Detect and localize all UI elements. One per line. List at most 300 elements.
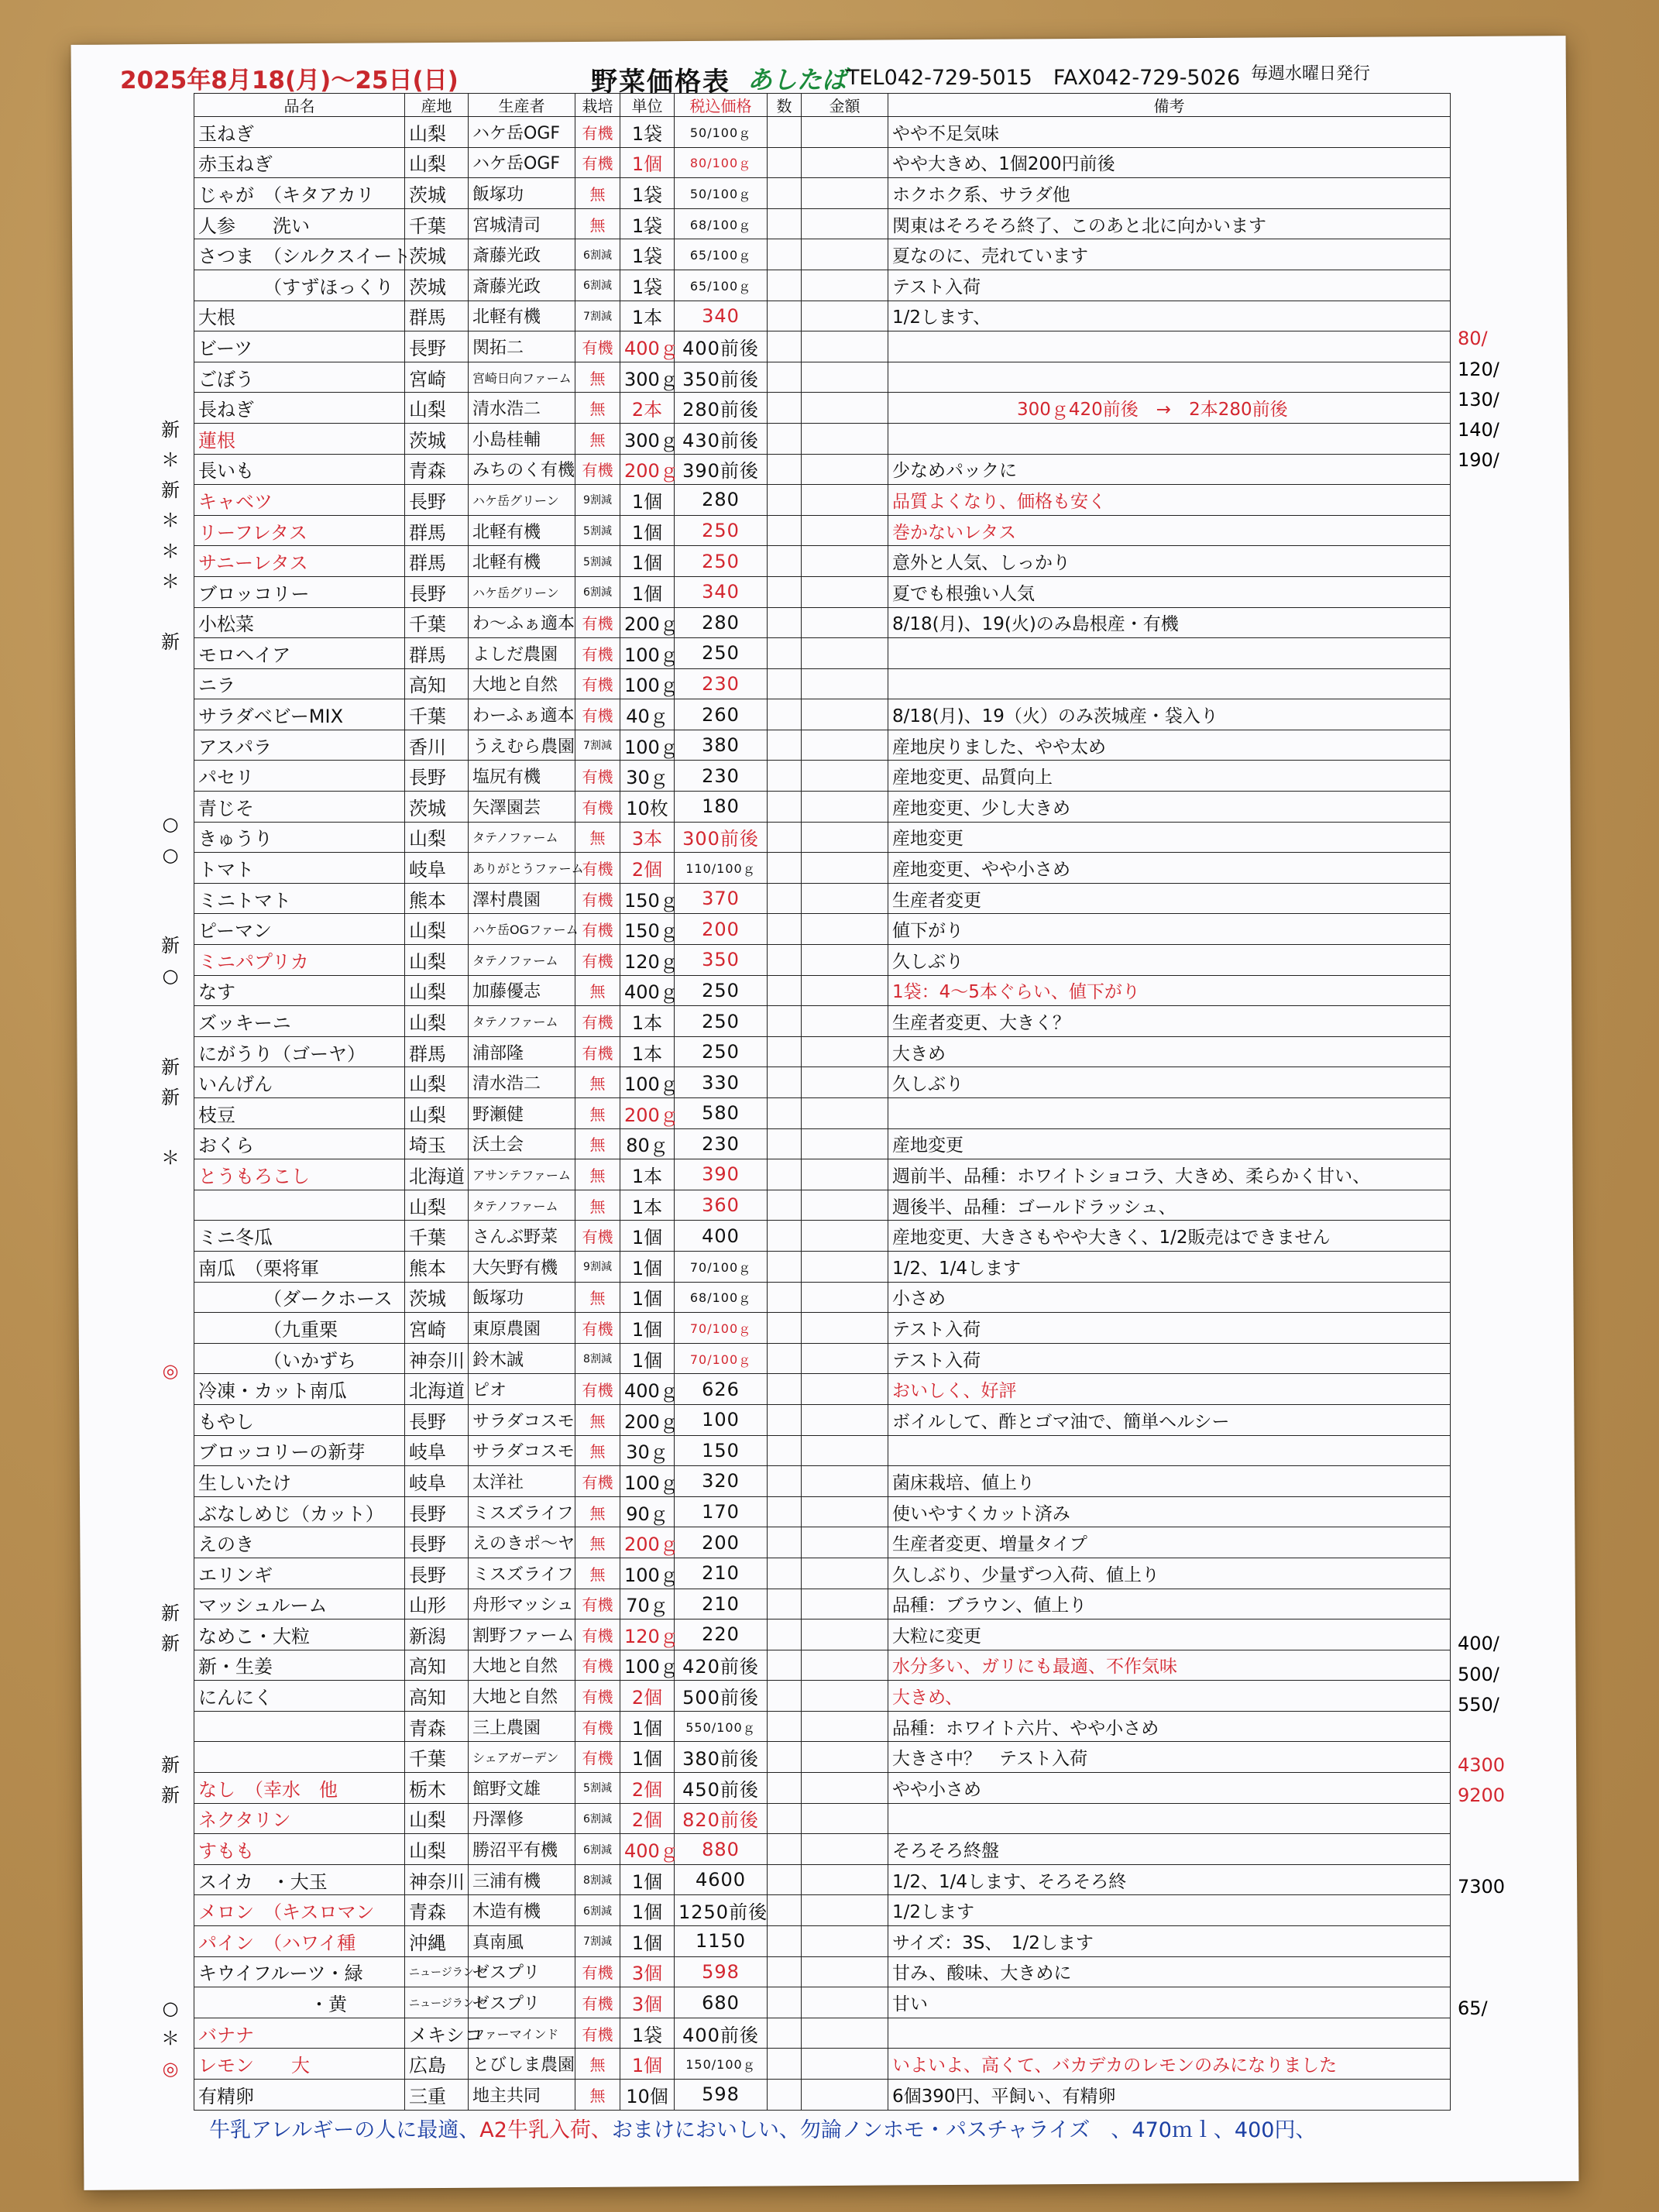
cell-amount xyxy=(802,1496,888,1527)
cell-price: 250 xyxy=(675,1006,768,1037)
cell-method: 有機 xyxy=(575,668,620,699)
cell-amount xyxy=(802,975,888,1006)
cell-qty xyxy=(768,792,802,823)
cell-grower: ファーマインド xyxy=(469,2018,575,2049)
cell-name: メロン （キスロマン xyxy=(194,1895,405,1926)
cell-note: 久しぶり xyxy=(888,1067,1451,1098)
right-margin-value xyxy=(1458,1720,1574,1750)
cell-method: 無 xyxy=(575,975,620,1006)
cell-amount xyxy=(802,1159,888,1190)
cell-name: ニラ xyxy=(194,668,405,699)
cell-price: 210 xyxy=(675,1589,768,1620)
cell-note: 夏なのに、売れています xyxy=(888,239,1451,270)
cell-amount xyxy=(802,638,888,669)
table-row xyxy=(194,1895,1451,1926)
right-margin-value xyxy=(1458,961,1574,991)
row-mark xyxy=(147,1113,194,1143)
cell-unit: 200ｇ xyxy=(620,1404,675,1435)
cell-method: 有機 xyxy=(575,1987,620,2018)
cell-price: 170 xyxy=(675,1496,768,1527)
cell-method: 有機 xyxy=(575,1036,620,1067)
table-row xyxy=(194,1251,1451,1282)
cell-unit: 100ｇ xyxy=(620,1067,675,1098)
cell-amount xyxy=(802,2080,888,2111)
right-margin-value xyxy=(1458,1174,1574,1204)
row-mark xyxy=(147,142,194,172)
cell-price: 68/100ｇ xyxy=(675,208,768,239)
cell-name: サラダベビーMIX xyxy=(194,699,405,730)
row-mark: 新 xyxy=(161,1602,180,1625)
cell-origin: 青森 xyxy=(405,1895,469,1926)
cell-method: 9割減 xyxy=(575,1251,620,1282)
cell-origin: 香川 xyxy=(405,730,469,761)
cell-qty xyxy=(768,485,802,516)
cell-method: 有機 xyxy=(575,945,620,976)
cell-origin: 群馬 xyxy=(405,638,469,669)
cell-amount xyxy=(802,331,888,362)
cell-note: ホクホク系、サラダ他 xyxy=(888,178,1451,209)
cell-note: 生産者変更、増量タイプ xyxy=(888,1527,1451,1558)
cell-amount xyxy=(802,1251,888,1282)
cell-name: ズッキーニ xyxy=(194,1006,405,1037)
cell-unit: 1袋 xyxy=(620,239,675,270)
cell-origin: 千葉 xyxy=(405,699,469,730)
row-mark: ＊ xyxy=(161,1147,180,1170)
table-row xyxy=(194,730,1451,761)
cell-origin: 長野 xyxy=(405,761,469,792)
cell-amount xyxy=(802,1190,888,1221)
cell-method: 5割減 xyxy=(575,515,620,546)
cell-unit: 1個 xyxy=(620,546,675,577)
cell-qty xyxy=(768,1313,802,1344)
cell-qty xyxy=(768,1527,802,1558)
row-mark: 新 xyxy=(161,1087,180,1108)
cell-qty xyxy=(768,576,802,607)
cell-note: 1/2、1/4します xyxy=(888,1251,1451,1282)
right-margin-value xyxy=(1458,1812,1574,1842)
table-row xyxy=(194,1466,1451,1497)
cell-method: 有機 xyxy=(575,914,620,945)
cell-price: 400前後 xyxy=(675,2018,768,2049)
cell-method: 有機 xyxy=(575,853,620,884)
cell-name: じゃが （キタアカリ xyxy=(194,178,405,209)
cell-name: エリンギ xyxy=(194,1558,405,1589)
cell-name: にがうり（ゴーヤ） xyxy=(194,1036,405,1067)
cell-method: 有機 xyxy=(575,331,620,362)
cell-grower: 斎藤光政 xyxy=(469,270,575,301)
cell-note xyxy=(888,1803,1451,1834)
cell-note: 産地変更 xyxy=(888,1128,1451,1159)
row-mark xyxy=(147,1477,194,1507)
cell-grower: ゼスプリ xyxy=(469,1956,575,1987)
cell-origin: 高知 xyxy=(405,1681,469,1712)
cell-qty xyxy=(768,761,802,792)
right-margin-value xyxy=(1458,142,1574,172)
cell-origin: ニュージランド xyxy=(405,1987,469,2018)
right-margin-value xyxy=(1458,1143,1574,1173)
right-margin-value xyxy=(1458,627,1574,658)
right-margin-value xyxy=(1458,263,1574,294)
row-mark xyxy=(147,749,194,779)
table-row xyxy=(194,1374,1451,1405)
cell-amount xyxy=(802,546,888,577)
cell-grower: ゼスプリ xyxy=(469,1987,575,2018)
right-margin-value xyxy=(1458,901,1574,931)
cell-method: 有機 xyxy=(575,607,620,638)
right-margin-value: 500/ xyxy=(1458,1663,1499,1685)
cell-method: 有機 xyxy=(575,638,620,669)
cell-method: 有機 xyxy=(575,1956,620,1987)
cell-amount xyxy=(802,454,888,485)
cell-name: バナナ xyxy=(194,2018,405,2049)
row-mark xyxy=(147,112,194,142)
cell-unit: 100ｇ xyxy=(620,638,675,669)
table-row xyxy=(194,2080,1451,2111)
table-row xyxy=(194,1006,1451,1037)
right-margin-value xyxy=(1458,203,1574,233)
cell-qty xyxy=(768,454,802,485)
row-mark xyxy=(147,1022,194,1053)
cell-origin: 山形 xyxy=(405,1589,469,1620)
table-row xyxy=(194,393,1451,424)
cell-amount xyxy=(802,853,888,884)
cell-amount xyxy=(802,1435,888,1466)
cell-unit: 1本 xyxy=(620,301,675,331)
cell-unit: 90ｇ xyxy=(620,1496,675,1527)
cell-method: 無 xyxy=(575,1159,620,1190)
col-header-origin: 産地 xyxy=(405,94,469,117)
cell-amount xyxy=(802,576,888,607)
cell-unit: 150ｇ xyxy=(620,883,675,914)
cell-note: 産地変更、少し大きめ xyxy=(888,792,1451,823)
row-mark: ○ xyxy=(162,843,179,866)
cell-method: 無 xyxy=(575,1128,620,1159)
table-row xyxy=(194,1681,1451,1712)
cell-unit: 1個 xyxy=(620,2049,675,2080)
right-margin-value xyxy=(1458,1204,1574,1235)
cell-amount xyxy=(802,178,888,209)
cell-amount xyxy=(802,2049,888,2080)
row-mark xyxy=(147,1963,194,1993)
table-row xyxy=(194,1098,1451,1129)
cell-note: やや不足気味 xyxy=(888,117,1451,148)
cell-unit: 1個 xyxy=(620,147,675,178)
cell-price: 100 xyxy=(675,1404,768,1435)
cell-grower: 浦部隆 xyxy=(469,1036,575,1067)
cell-price: 360 xyxy=(675,1190,768,1221)
cell-note: 品種：ホワイト六片、やや小さめ xyxy=(888,1711,1451,1742)
cell-amount xyxy=(802,822,888,853)
cell-origin: 山梨 xyxy=(405,1067,469,1098)
cell-origin: 山梨 xyxy=(405,1190,469,1221)
cell-unit: 1個 xyxy=(620,1251,675,1282)
cell-amount xyxy=(802,1620,888,1650)
cell-origin: 岐阜 xyxy=(405,1466,469,1497)
cell-name: ミニトマト xyxy=(194,883,405,914)
cell-method: 無 xyxy=(575,1282,620,1313)
cell-method: 無 xyxy=(575,1190,620,1221)
cell-amount xyxy=(802,1282,888,1313)
cell-method: 有機 xyxy=(575,1650,620,1681)
issue-note: 毎週水曜日発行 xyxy=(1251,64,1371,84)
cell-price: 50/100ｇ xyxy=(675,178,768,209)
cell-origin: 新潟 xyxy=(405,1620,469,1650)
cell-note: 大きめ、 xyxy=(888,1681,1451,1712)
cell-amount xyxy=(802,1834,888,1865)
cell-method: 5割減 xyxy=(575,546,620,577)
table-row xyxy=(194,761,1451,792)
cell-name: 青じそ xyxy=(194,792,405,823)
cell-price: 350前後 xyxy=(675,362,768,393)
cell-amount xyxy=(802,1864,888,1895)
row-mark xyxy=(147,1568,194,1599)
cell-method: 有機 xyxy=(575,883,620,914)
cell-price: 180 xyxy=(675,792,768,823)
cell-name: ごぼう xyxy=(194,362,405,393)
cell-price: 1150 xyxy=(675,1926,768,1957)
cell-grower: さんぶ野菜 xyxy=(469,1221,575,1252)
right-margin-value xyxy=(1458,1599,1574,1629)
cell-grower: ハケ岳グリーン xyxy=(469,485,575,516)
cell-grower: 加藤優志 xyxy=(469,975,575,1006)
cell-method: 無 xyxy=(575,1067,620,1098)
cell-unit: 400ｇ xyxy=(620,975,675,1006)
cell-method: 6割減 xyxy=(575,1803,620,1834)
col-header-price: 税込価格 xyxy=(675,94,768,117)
cell-unit: 3本 xyxy=(620,822,675,853)
table-row xyxy=(194,1711,1451,1742)
cell-qty xyxy=(768,945,802,976)
cell-note: 使いやすくカット済み xyxy=(888,1496,1451,1527)
cell-note: 大きさ中？ テスト入荷 xyxy=(888,1742,1451,1773)
table-row xyxy=(194,1067,1451,1098)
cell-note: 品種：ブラウン、値上り xyxy=(888,1589,1451,1620)
cell-price: 550/100ｇ xyxy=(675,1711,768,1742)
cell-name: パイン （ハワイ種 xyxy=(194,1926,405,1957)
cell-name: えのき xyxy=(194,1527,405,1558)
cell-note: 巻かないレタス xyxy=(888,515,1451,546)
footer-part3: おまけにおいしい、勿論ノンホモ・パスチャライズ 、470ｍｌ、400円、 xyxy=(611,2118,1317,2142)
row-mark: ＊ xyxy=(161,540,180,562)
row-mark xyxy=(147,1902,194,1932)
cell-qty xyxy=(768,1282,802,1313)
cell-note: 1/2します、 xyxy=(888,301,1451,331)
cell-unit: 80ｇ xyxy=(620,1128,675,1159)
table-row xyxy=(194,1128,1451,1159)
table-row xyxy=(194,362,1451,393)
cell-note: 少なめパックに xyxy=(888,454,1451,485)
cell-qty xyxy=(768,975,802,1006)
row-mark xyxy=(147,1235,194,1265)
cell-method: 無 xyxy=(575,1558,620,1589)
cell-price: 220 xyxy=(675,1620,768,1650)
cell-method: 有機 xyxy=(575,1711,620,1742)
cell-method: 7割減 xyxy=(575,1926,620,1957)
cell-grower: 舟形マッシュ xyxy=(469,1589,575,1620)
row-mark xyxy=(147,1842,194,1872)
cell-unit: 1袋 xyxy=(620,178,675,209)
cell-grower: 関拓二 xyxy=(469,331,575,362)
cell-name: おくら xyxy=(194,1128,405,1159)
cell-name: ブロッコリー xyxy=(194,576,405,607)
cell-method: 有機 xyxy=(575,147,620,178)
cell-name: 人参 洗い xyxy=(194,208,405,239)
cell-unit: 1本 xyxy=(620,1006,675,1037)
right-margin-value xyxy=(1458,1022,1574,1053)
cell-qty xyxy=(768,1589,802,1620)
cell-method: 無 xyxy=(575,1098,620,1129)
cell-grower: 鈴木誠 xyxy=(469,1343,575,1374)
cell-price: 150 xyxy=(675,1435,768,1466)
cell-qty xyxy=(768,853,802,884)
cell-origin: 栃木 xyxy=(405,1773,469,1804)
cell-qty xyxy=(768,393,802,424)
cell-name: （九重栗 xyxy=(194,1313,405,1344)
row-mark xyxy=(147,1295,194,1325)
cell-name: （すずほっくり xyxy=(194,270,405,301)
cell-qty xyxy=(768,1006,802,1037)
cell-grower: 大地と自然 xyxy=(469,1681,575,1712)
cell-method: 無 xyxy=(575,362,620,393)
table-row xyxy=(194,1343,1451,1374)
cell-grower: 塩尻有機 xyxy=(469,761,575,792)
cell-method: 6割減 xyxy=(575,576,620,607)
cell-name: サニーレタス xyxy=(194,546,405,577)
right-margin-value xyxy=(1458,1842,1574,1872)
cell-unit: 1個 xyxy=(620,1313,675,1344)
cell-price: 598 xyxy=(675,1956,768,1987)
cell-note: 小さめ xyxy=(888,1282,1451,1313)
cell-note: 品質よくなり、価格も安く xyxy=(888,485,1451,516)
cell-origin: 岐阜 xyxy=(405,1435,469,1466)
cell-price: 580 xyxy=(675,1098,768,1129)
cell-qty xyxy=(768,1466,802,1497)
row-mark: ＊ xyxy=(161,570,180,592)
table-row xyxy=(194,454,1451,485)
cell-method: 有機 xyxy=(575,2018,620,2049)
table-row xyxy=(194,239,1451,270)
col-header-note: 備考 xyxy=(888,94,1451,117)
right-margin-value xyxy=(1458,1447,1574,1477)
cell-unit: 400ｇ xyxy=(620,1834,675,1865)
table-row xyxy=(194,1282,1451,1313)
cell-amount xyxy=(802,301,888,331)
cell-unit: 100ｇ xyxy=(620,730,675,761)
cell-note: サイズ：3S、 1/2します xyxy=(888,1926,1451,1957)
table-row xyxy=(194,147,1451,178)
right-margin-value: 120/ xyxy=(1458,358,1499,380)
cell-unit: 70ｇ xyxy=(620,1589,675,1620)
table-row xyxy=(194,1190,1451,1221)
right-margin-notes xyxy=(1458,112,1574,2084)
table-row xyxy=(194,1527,1451,1558)
cell-name: ミニ冬瓜 xyxy=(194,1221,405,1252)
cell-origin: 山梨 xyxy=(405,975,469,1006)
cell-unit: 3個 xyxy=(620,1956,675,1987)
cell-name: （ダークホース xyxy=(194,1282,405,1313)
right-margin-value xyxy=(1458,1932,1574,1963)
price-table xyxy=(194,93,1451,2111)
cell-origin: 埼玉 xyxy=(405,1128,469,1159)
cell-grower: みちのく有機 xyxy=(469,454,575,485)
row-mark xyxy=(147,1812,194,1842)
cell-origin: 青森 xyxy=(405,1711,469,1742)
cell-method: 無 xyxy=(575,2080,620,2111)
cell-qty xyxy=(768,1374,802,1405)
cell-price: 380 xyxy=(675,730,768,761)
contact-info: TEL042-729-5015 FAX042-729-5026 xyxy=(847,66,1241,90)
right-margin-value xyxy=(1458,597,1574,627)
cell-name: なめこ・大粒 xyxy=(194,1620,405,1650)
table-row xyxy=(194,178,1451,209)
cell-name: 生しいたけ xyxy=(194,1466,405,1497)
cell-origin: 長野 xyxy=(405,331,469,362)
row-mark xyxy=(147,1265,194,1295)
table-row xyxy=(194,914,1451,945)
row-mark xyxy=(147,1386,194,1417)
row-mark xyxy=(147,1872,194,1902)
cell-amount xyxy=(802,270,888,301)
cell-note: 水分多い、ガリにも最適、不作気味 xyxy=(888,1650,1451,1681)
cell-name: ビーツ xyxy=(194,331,405,362)
cell-method: 5割減 xyxy=(575,1773,620,1804)
cell-qty xyxy=(768,1558,802,1589)
cell-origin: 北海道 xyxy=(405,1159,469,1190)
table-row xyxy=(194,1803,1451,1834)
table-row xyxy=(194,1496,1451,1527)
cell-price: 390 xyxy=(675,1159,768,1190)
right-margin-value xyxy=(1458,1053,1574,1083)
row-mark xyxy=(147,597,194,627)
cell-note: 1/2、1/4します、そろそろ終 xyxy=(888,1864,1451,1895)
cell-origin: 山梨 xyxy=(405,393,469,424)
cell-unit: 1個 xyxy=(620,1282,675,1313)
cell-qty xyxy=(768,1803,802,1834)
table-row xyxy=(194,1404,1451,1435)
cell-name: （いかずち xyxy=(194,1343,405,1374)
cell-origin: 茨城 xyxy=(405,792,469,823)
table-row xyxy=(194,485,1451,516)
right-margin-value xyxy=(1458,1235,1574,1265)
cell-note: 夏でも根強い人気 xyxy=(888,576,1451,607)
cell-note: テスト入荷 xyxy=(888,1313,1451,1344)
cell-note: 週後半、品種：ゴールドラッシュ、 xyxy=(888,1190,1451,1221)
cell-price: 4600 xyxy=(675,1864,768,1895)
cell-price: 50/100ｇ xyxy=(675,117,768,148)
cell-name: 南瓜 （栗将軍 xyxy=(194,1251,405,1282)
cell-origin: ニュージランド xyxy=(405,1956,469,1987)
cell-origin: 青森 xyxy=(405,454,469,485)
right-margin-value xyxy=(1458,233,1574,263)
cell-grower: 北軽有機 xyxy=(469,301,575,331)
cell-grower: 大矢野有機 xyxy=(469,1251,575,1282)
table-row xyxy=(194,208,1451,239)
cell-method: 有機 xyxy=(575,1742,620,1773)
cell-amount xyxy=(802,423,888,454)
cell-grower: タテノファーム xyxy=(469,822,575,853)
cell-qty xyxy=(768,331,802,362)
cell-qty xyxy=(768,1435,802,1466)
cell-name: 新・生姜 xyxy=(194,1650,405,1681)
cell-qty xyxy=(768,2049,802,2080)
cell-note: 関東はそろそろ終了、このあと北に向かいます xyxy=(888,208,1451,239)
cell-qty xyxy=(768,546,802,577)
row-mark xyxy=(147,233,194,263)
cell-grower: 北軽有機 xyxy=(469,515,575,546)
cell-price: 626 xyxy=(675,1374,768,1405)
cell-unit: 10枚 xyxy=(620,792,675,823)
table-row xyxy=(194,638,1451,669)
